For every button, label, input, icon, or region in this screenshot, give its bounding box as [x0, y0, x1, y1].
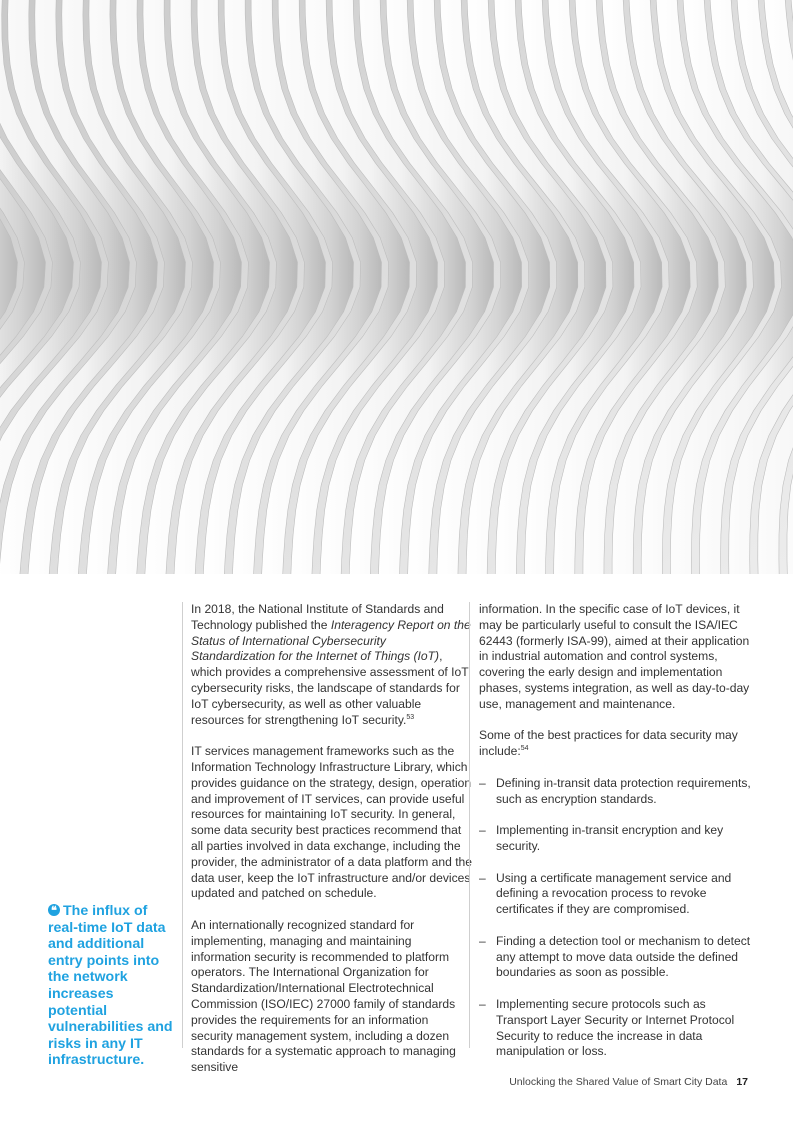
text-column-1 — [182, 602, 473, 1075]
page-number: 17 — [736, 1076, 748, 1088]
best-practices-list — [479, 776, 758, 1060]
report-title: Interagency Report on the Status of International Cybersecurity Standardization for the Internet of Things (IoT) — [191, 617, 471, 664]
page-footer — [509, 1076, 748, 1088]
list-item: – Implementing in-transit encryption and key security. — [479, 823, 724, 853]
pull-quote — [48, 903, 174, 1069]
list-item: – Using a certificate management service and defining a revocation process to revoke certificates if they are compromised. — [479, 870, 732, 917]
pull-quote-text: The influx of real-time IoT data and additional entry points into the network increases potential vulnerabilities and risks in any IT infrastructure. — [48, 903, 173, 1069]
paragraph-iso: An internationally recognized standard for implementing, managing and maintaining information security is recommended to platform operators. The International Organization for Standardization/International Electrotechnical Commission (ISO/IEC) 27000 family of standards provides the requirements for an information security management system, including a dozen standards for a systematic approach to managing sensitive — [191, 917, 456, 1075]
paragraph-itsm: IT services management frameworks such as the Information Technology Infrastructure Library, which provides guidance on the strategy, design, operation and improvement of IT services, can provide useful resources for maintaining IoT security. In general, some data security best practices recommend that all parties involved in data exchange, including the provider, the administrator of a data platform and the data user, keep the IoT infrastructure and/or devices updated and patched on schedule. — [191, 744, 473, 901]
footnote-ref: 54 — [520, 745, 529, 753]
quote-icon: ❝ — [48, 904, 60, 916]
footer-title: Unlocking the Shared Value of Smart City Data — [509, 1076, 728, 1088]
list-item: – Finding a detection tool or mechanism to detect any attempt to move data outside the defined boundaries as soon as possible. — [479, 933, 751, 980]
text-column-2 — [469, 602, 758, 1059]
paragraph-nist: In 2018, the National Institute of Standards and Technology published the Interagency Report on the Status of International Cybersecurity Standardization for the Internet of Things (IoT), which provides a comprehensive assessment of IoT cybersecurity risks, the landscape of standards for IoT cybersecurity, as well as other valuable resources for strengthening IoT security.$^{53}$ — [191, 602, 471, 727]
footnote-ref: 53 — [406, 713, 415, 721]
list-item: – Defining in-transit data protection requirements, such as encryption standards. — [479, 775, 751, 806]
paragraph-isa: information. In the specific case of IoT devices, it may be particularly useful to consult the ISA/IEC 62443 (formerly ISA-99), aimed at their application in industrial automation and control systems, covering the early design and implementation phases, systems integration, as well as day-to-day use, management and maintenance. — [479, 602, 750, 711]
list-item: – Implementing secure protocols such as Transport Layer Security or Internet Protocol Security to reduce the increase in data manipulation or loss. — [479, 996, 735, 1059]
paragraph-best-practices: Some of the best practices for data security may include:$^{54}$ — [479, 728, 738, 759]
